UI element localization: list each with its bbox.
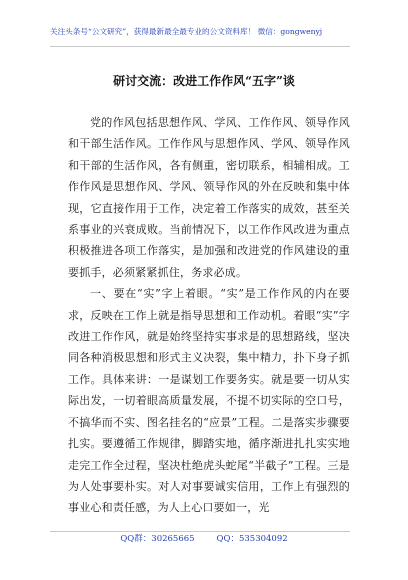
document-title: 研讨交流：改进工作作风“五字”谈 (113, 74, 295, 88)
document-body (68, 112, 350, 519)
footer (0, 533, 408, 545)
paragraph: 一、要在“实”字上着眼。“实”是工作作风的内在要求，反映在工作上就是指导思想和工作动机。着眼“实”字改进工作作风，就是始终坚持实事求是的思想路线，坚决同各种消极思想和形式主义决裂，集中精力，扑下身子抓工作。具体来讲：一是谋划工作要务实。就是要一切从实际出发，一切着眼高质量发展，不提不切实际的空口号，不搞华而不实、图名挂名的“应景”工程。二是落实步骤要扎实。要遵循工作规律，脚踏实地，循序渐进扎扎实实地走完工作全过程，坚决杜绝虎头蛇尾“半截子”工程。三是为人处事要朴实。对人对事要诚实信用，工作上有强烈的事业心和责任感，为人上心口要如一，光 (68, 287, 350, 515)
paragraph: 党的作风包括思想作风、学风、工作作风、领导作风和干部生活作风。工作作风与思想作风、学风、领导作风和干部的生活作风，各有侧重，密切联系，相辅相成。工作作风是思想作风、学风、领导作风的外在反映和集中体现，它直接作用于工作，决定着工作落实的成效，甚至关系事业的兴衰成败。当前情况下，以工作作风改进为重点积极推进各项工作落实，是加强和改进党的作风建设的重要抓手，必须紧紧抓住，务求必成。 (68, 116, 350, 279)
header-banner: 关注头条号“公文研究”，获得最新最全最专业的公文资料库！ 微信：gongwenyj (50, 27, 323, 36)
header-divider (50, 46, 350, 47)
footer-qq: QQ：535304092 (216, 534, 288, 544)
footer-divider (50, 531, 350, 532)
footer-qq-group: QQ群：30265665 (120, 534, 195, 544)
